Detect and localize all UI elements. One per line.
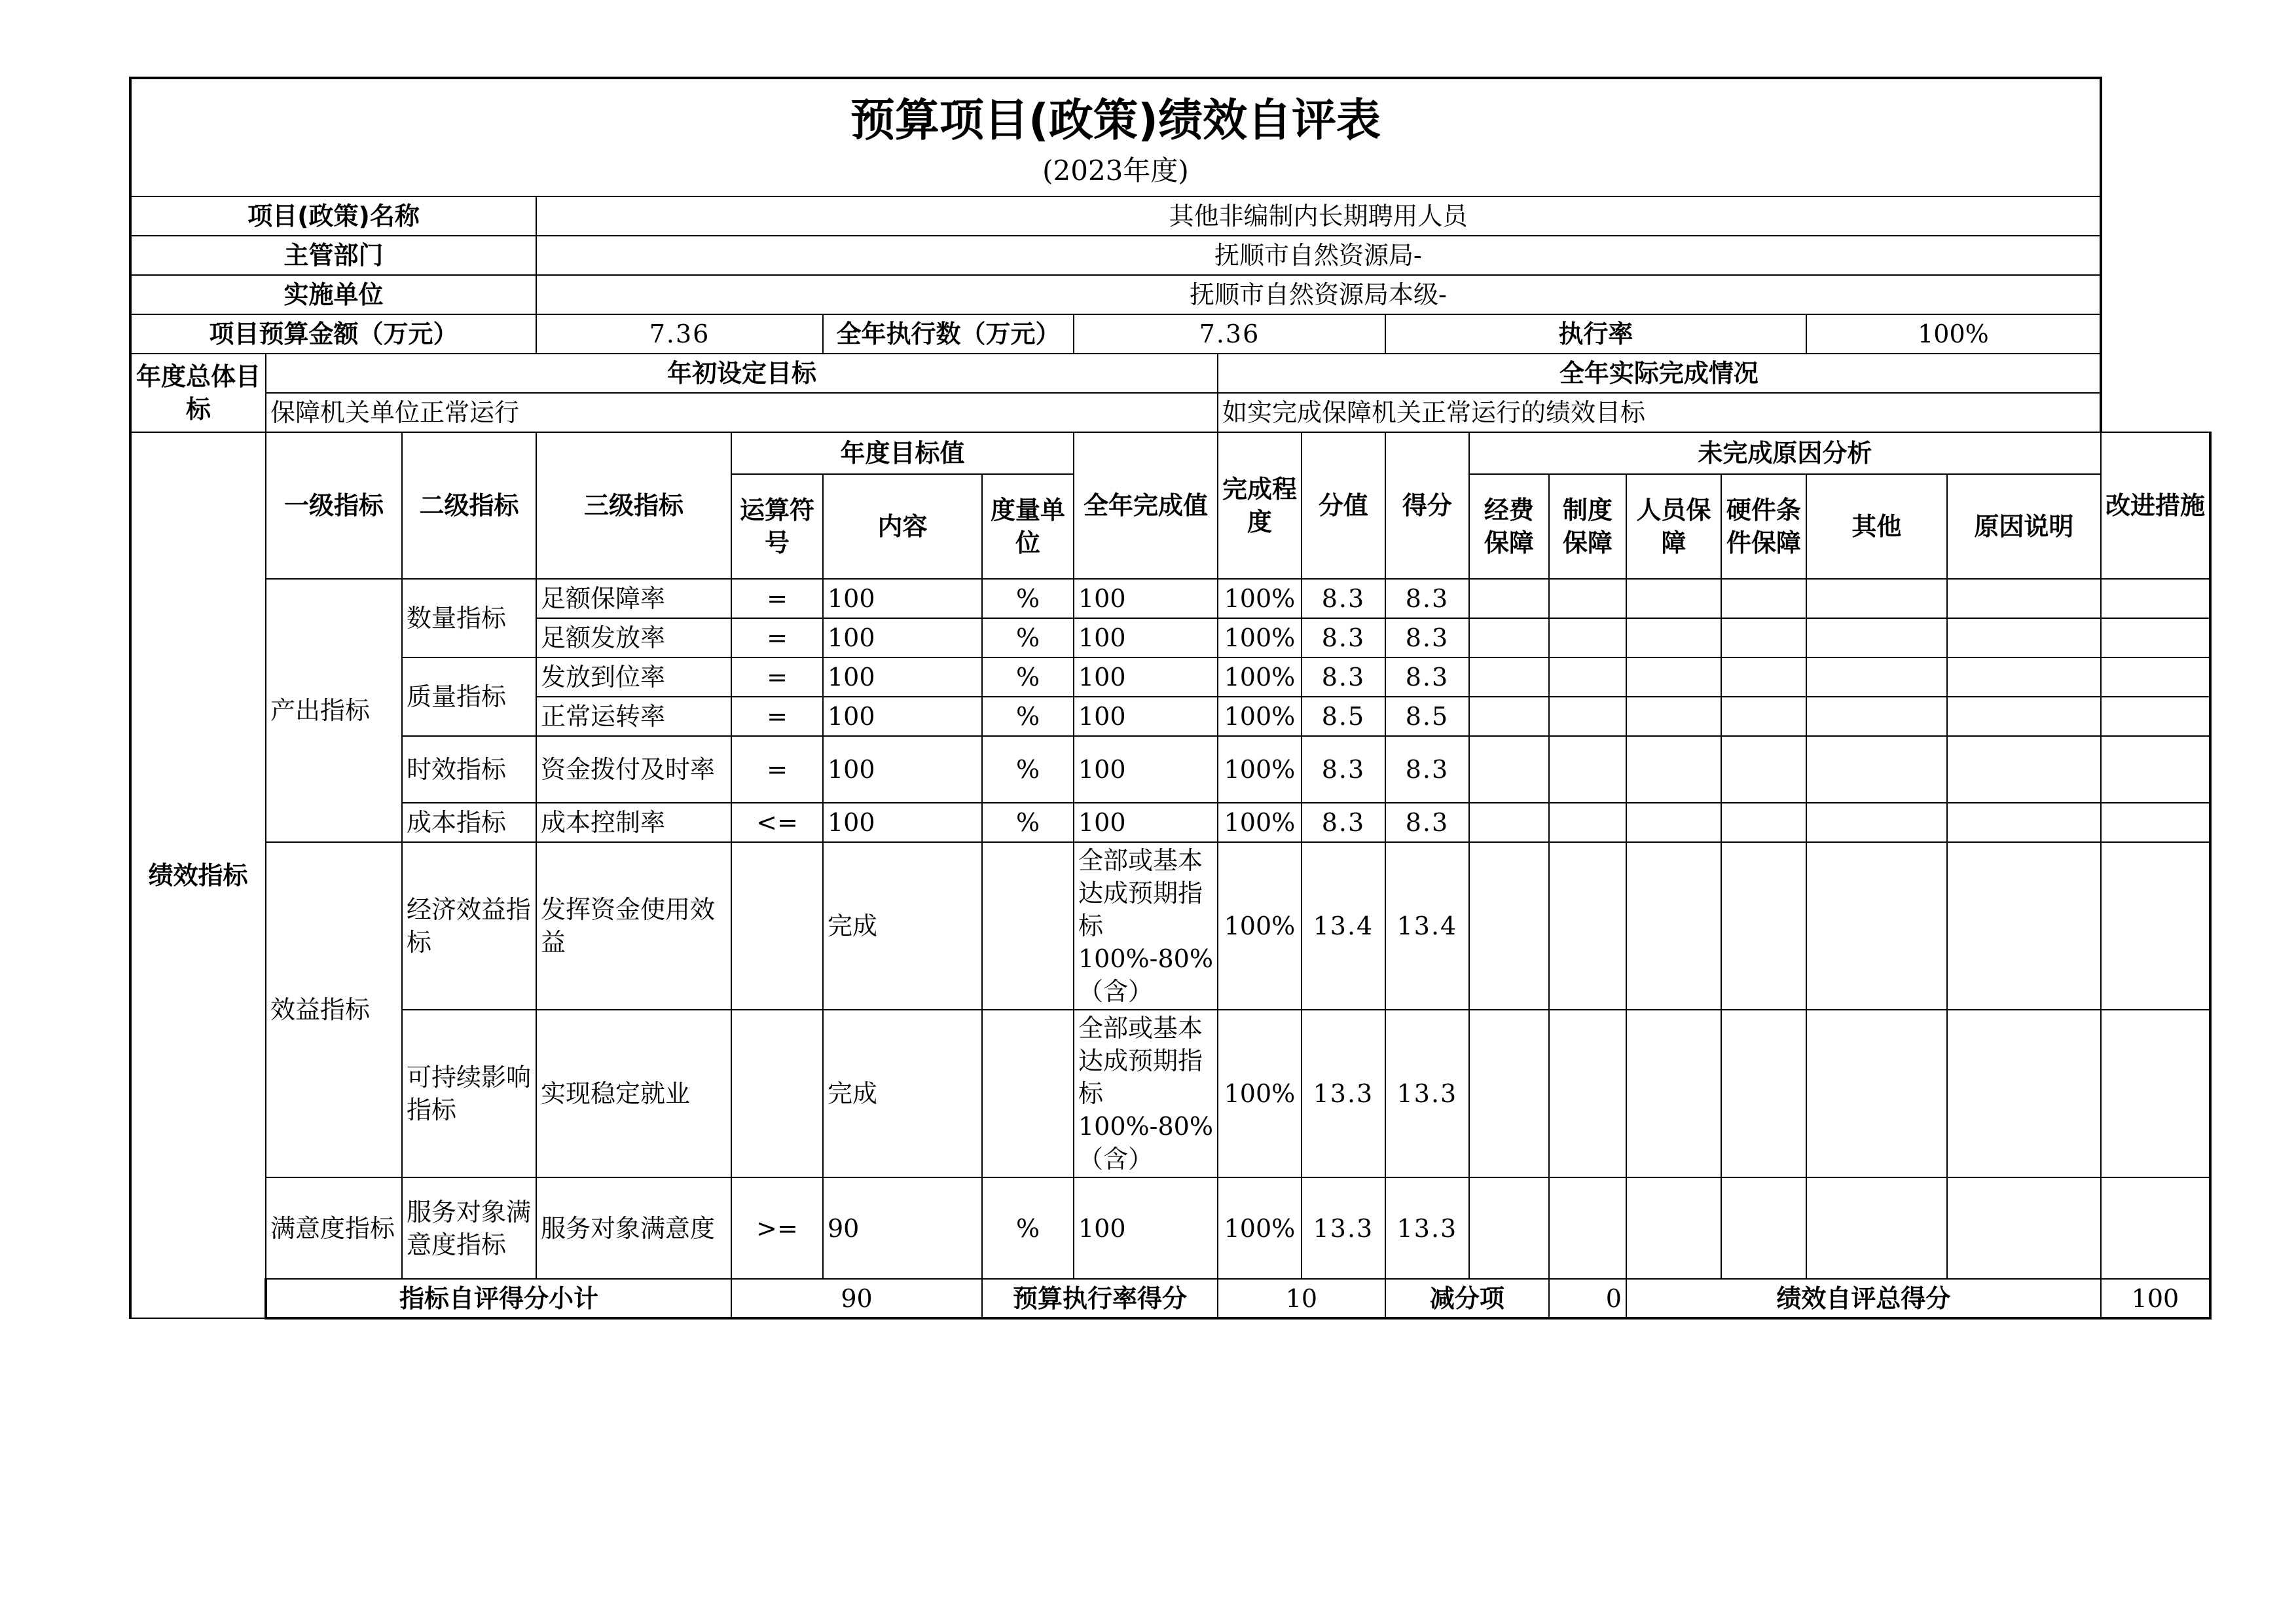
row-weight: 8.3 [1302,618,1385,657]
row-content: 完成 [823,842,982,1010]
row-operator: <= [731,803,823,842]
row-degree: 100% [1218,697,1302,736]
header-target-group: 年度目标值 [731,432,1074,474]
row-level3: 发挥资金使用效益 [536,842,731,1010]
row-content: 100 [823,579,982,618]
row-score: 8.3 [1385,736,1469,803]
header-reason: 原因说明 [1947,474,2101,579]
header-level2: 二级指标 [402,432,536,579]
subtotal-label: 指标自评得分小计 [266,1279,731,1318]
row-weight: 8.5 [1302,697,1385,736]
group-satisfaction: 满意度指标 [266,1177,402,1279]
row-actual: 100 [1074,803,1218,842]
row-weight: 8.3 [1302,579,1385,618]
row-level3: 发放到位率 [536,657,731,697]
header-operator: 运算符号 [731,474,823,579]
deduction-value: 0 [1549,1279,1626,1318]
budget-score-value: 10 [1218,1279,1385,1318]
page-subtitle: (2023年度) [1042,155,1189,187]
executed-amount: 7.36 [1074,314,1385,354]
group-quantity: 数量指标 [402,579,536,657]
project-name-label: 项目(政策)名称 [130,196,536,236]
row-operator: = [731,579,823,618]
header-personnel: 人员保障 [1626,474,1721,579]
row-score: 13.3 [1385,1177,1469,1279]
budget-score-label: 预算执行率得分 [982,1279,1218,1318]
group-service: 服务对象满意度指标 [402,1177,536,1279]
row-content: 100 [823,618,982,657]
row-content: 90 [823,1177,982,1279]
row-weight: 13.3 [1302,1010,1385,1177]
row-operator: >= [731,1177,823,1279]
header-annual-value: 全年完成值 [1074,432,1218,579]
dept: 抚顺市自然资源局- [536,236,2101,275]
row-operator: = [731,618,823,657]
initial-goal: 保障机关单位正常运行 [266,393,1218,432]
actual-goal: 如实完成保障机关正常运行的绩效目标 [1218,393,2101,432]
row-level3: 足额保障率 [536,579,731,618]
initial-goal-label: 年初设定目标 [266,354,1218,393]
row-unit: % [982,1177,1074,1279]
row-unit: % [982,657,1074,697]
row-unit: % [982,736,1074,803]
row-unit [982,842,1074,1010]
row-degree: 100% [1218,736,1302,803]
row-score: 8.3 [1385,657,1469,697]
row-unit: % [982,803,1074,842]
row-level3: 成本控制率 [536,803,731,842]
row-operator [731,1010,823,1177]
header-system: 制度保障 [1549,474,1626,579]
row-weight: 8.3 [1302,736,1385,803]
row-actual: 100 [1074,736,1218,803]
row-operator [731,842,823,1010]
row-actual: 全部或基本达成预期指标100%-80%（含） [1074,1010,1218,1177]
total-score-label: 绩效自评总得分 [1626,1279,2101,1318]
header-other: 其他 [1806,474,1947,579]
row-degree: 100% [1218,579,1302,618]
row-actual: 100 [1074,697,1218,736]
row-level3: 资金拨付及时率 [536,736,731,803]
row-degree: 100% [1218,657,1302,697]
row-actual: 100 [1074,657,1218,697]
row-weight: 13.4 [1302,842,1385,1010]
row-unit: % [982,579,1074,618]
header-reason-group: 未完成原因分析 [1469,432,2101,474]
group-output: 产出指标 [266,579,402,842]
indicator-section-label: 绩效指标 [130,432,266,1318]
total-score-value: 100 [2101,1279,2210,1318]
project-name: 其他非编制内长期聘用人员 [536,196,2101,236]
performance-table [129,77,2212,1320]
row-content: 100 [823,657,982,697]
row-level3: 足额发放率 [536,618,731,657]
header-hardware: 硬件条件保障 [1721,474,1806,579]
row-actual: 100 [1074,618,1218,657]
row-operator: = [731,697,823,736]
group-cost: 成本指标 [402,803,536,842]
subtotal-value: 90 [731,1279,982,1318]
row-score: 8.3 [1385,618,1469,657]
deduction-label: 减分项 [1385,1279,1549,1318]
row-unit: % [982,697,1074,736]
row-degree: 100% [1218,1010,1302,1177]
row-unit [982,1010,1074,1177]
row-score: 8.5 [1385,697,1469,736]
header-completion: 完成程度 [1218,432,1302,579]
group-quality: 质量指标 [402,657,536,736]
row-level3: 服务对象满意度 [536,1177,731,1279]
row-content: 完成 [823,1010,982,1177]
execution-rate: 100% [1806,314,2101,354]
dept-label: 主管部门 [130,236,536,275]
row-degree: 100% [1218,1177,1302,1279]
row-operator: = [731,736,823,803]
header-funding: 经费保障 [1469,474,1549,579]
header-measures: 改进措施 [2101,432,2210,579]
group-economic: 经济效益指标 [402,842,536,1010]
row-actual: 全部或基本达成预期指标100%-80%（含） [1074,842,1218,1010]
row-score: 13.3 [1385,1010,1469,1177]
budget-label: 项目预算金额（万元） [130,314,536,354]
header-level3: 三级指标 [536,432,731,579]
row-score: 8.3 [1385,579,1469,618]
unit-label: 实施单位 [130,275,536,314]
header-content: 内容 [823,474,982,579]
group-sustainable: 可持续影响指标 [402,1010,536,1177]
rate-label: 执行率 [1385,314,1806,354]
row-content: 100 [823,803,982,842]
row-operator: = [731,657,823,697]
row-weight: 13.3 [1302,1177,1385,1279]
row-level3: 正常运转率 [536,697,731,736]
page-title: 预算项目(政策)绩效自评表 [850,95,1381,147]
row-actual: 100 [1074,579,1218,618]
row-score: 8.3 [1385,803,1469,842]
row-degree: 100% [1218,842,1302,1010]
row-degree: 100% [1218,618,1302,657]
row-content: 100 [823,697,982,736]
annual-goal-label: 年度总体目标 [130,354,266,432]
budget-amount: 7.36 [536,314,823,354]
title-cell [130,78,2101,196]
group-timeliness: 时效指标 [402,736,536,803]
row-weight: 8.3 [1302,657,1385,697]
group-benefit: 效益指标 [266,842,402,1177]
row-actual: 100 [1074,1177,1218,1279]
unit: 抚顺市自然资源局本级- [536,275,2101,314]
row-unit: % [982,618,1074,657]
header-score-value: 分值 [1302,432,1385,579]
row-degree: 100% [1218,803,1302,842]
row-score: 13.4 [1385,842,1469,1010]
row-content: 100 [823,736,982,803]
header-level1: 一级指标 [266,432,402,579]
executed-label: 全年执行数（万元） [823,314,1074,354]
actual-goal-label: 全年实际完成情况 [1218,354,2101,393]
row-weight: 8.3 [1302,803,1385,842]
row-level3: 实现稳定就业 [536,1010,731,1177]
header-unit: 度量单位 [982,474,1074,579]
header-score: 得分 [1385,432,1469,579]
